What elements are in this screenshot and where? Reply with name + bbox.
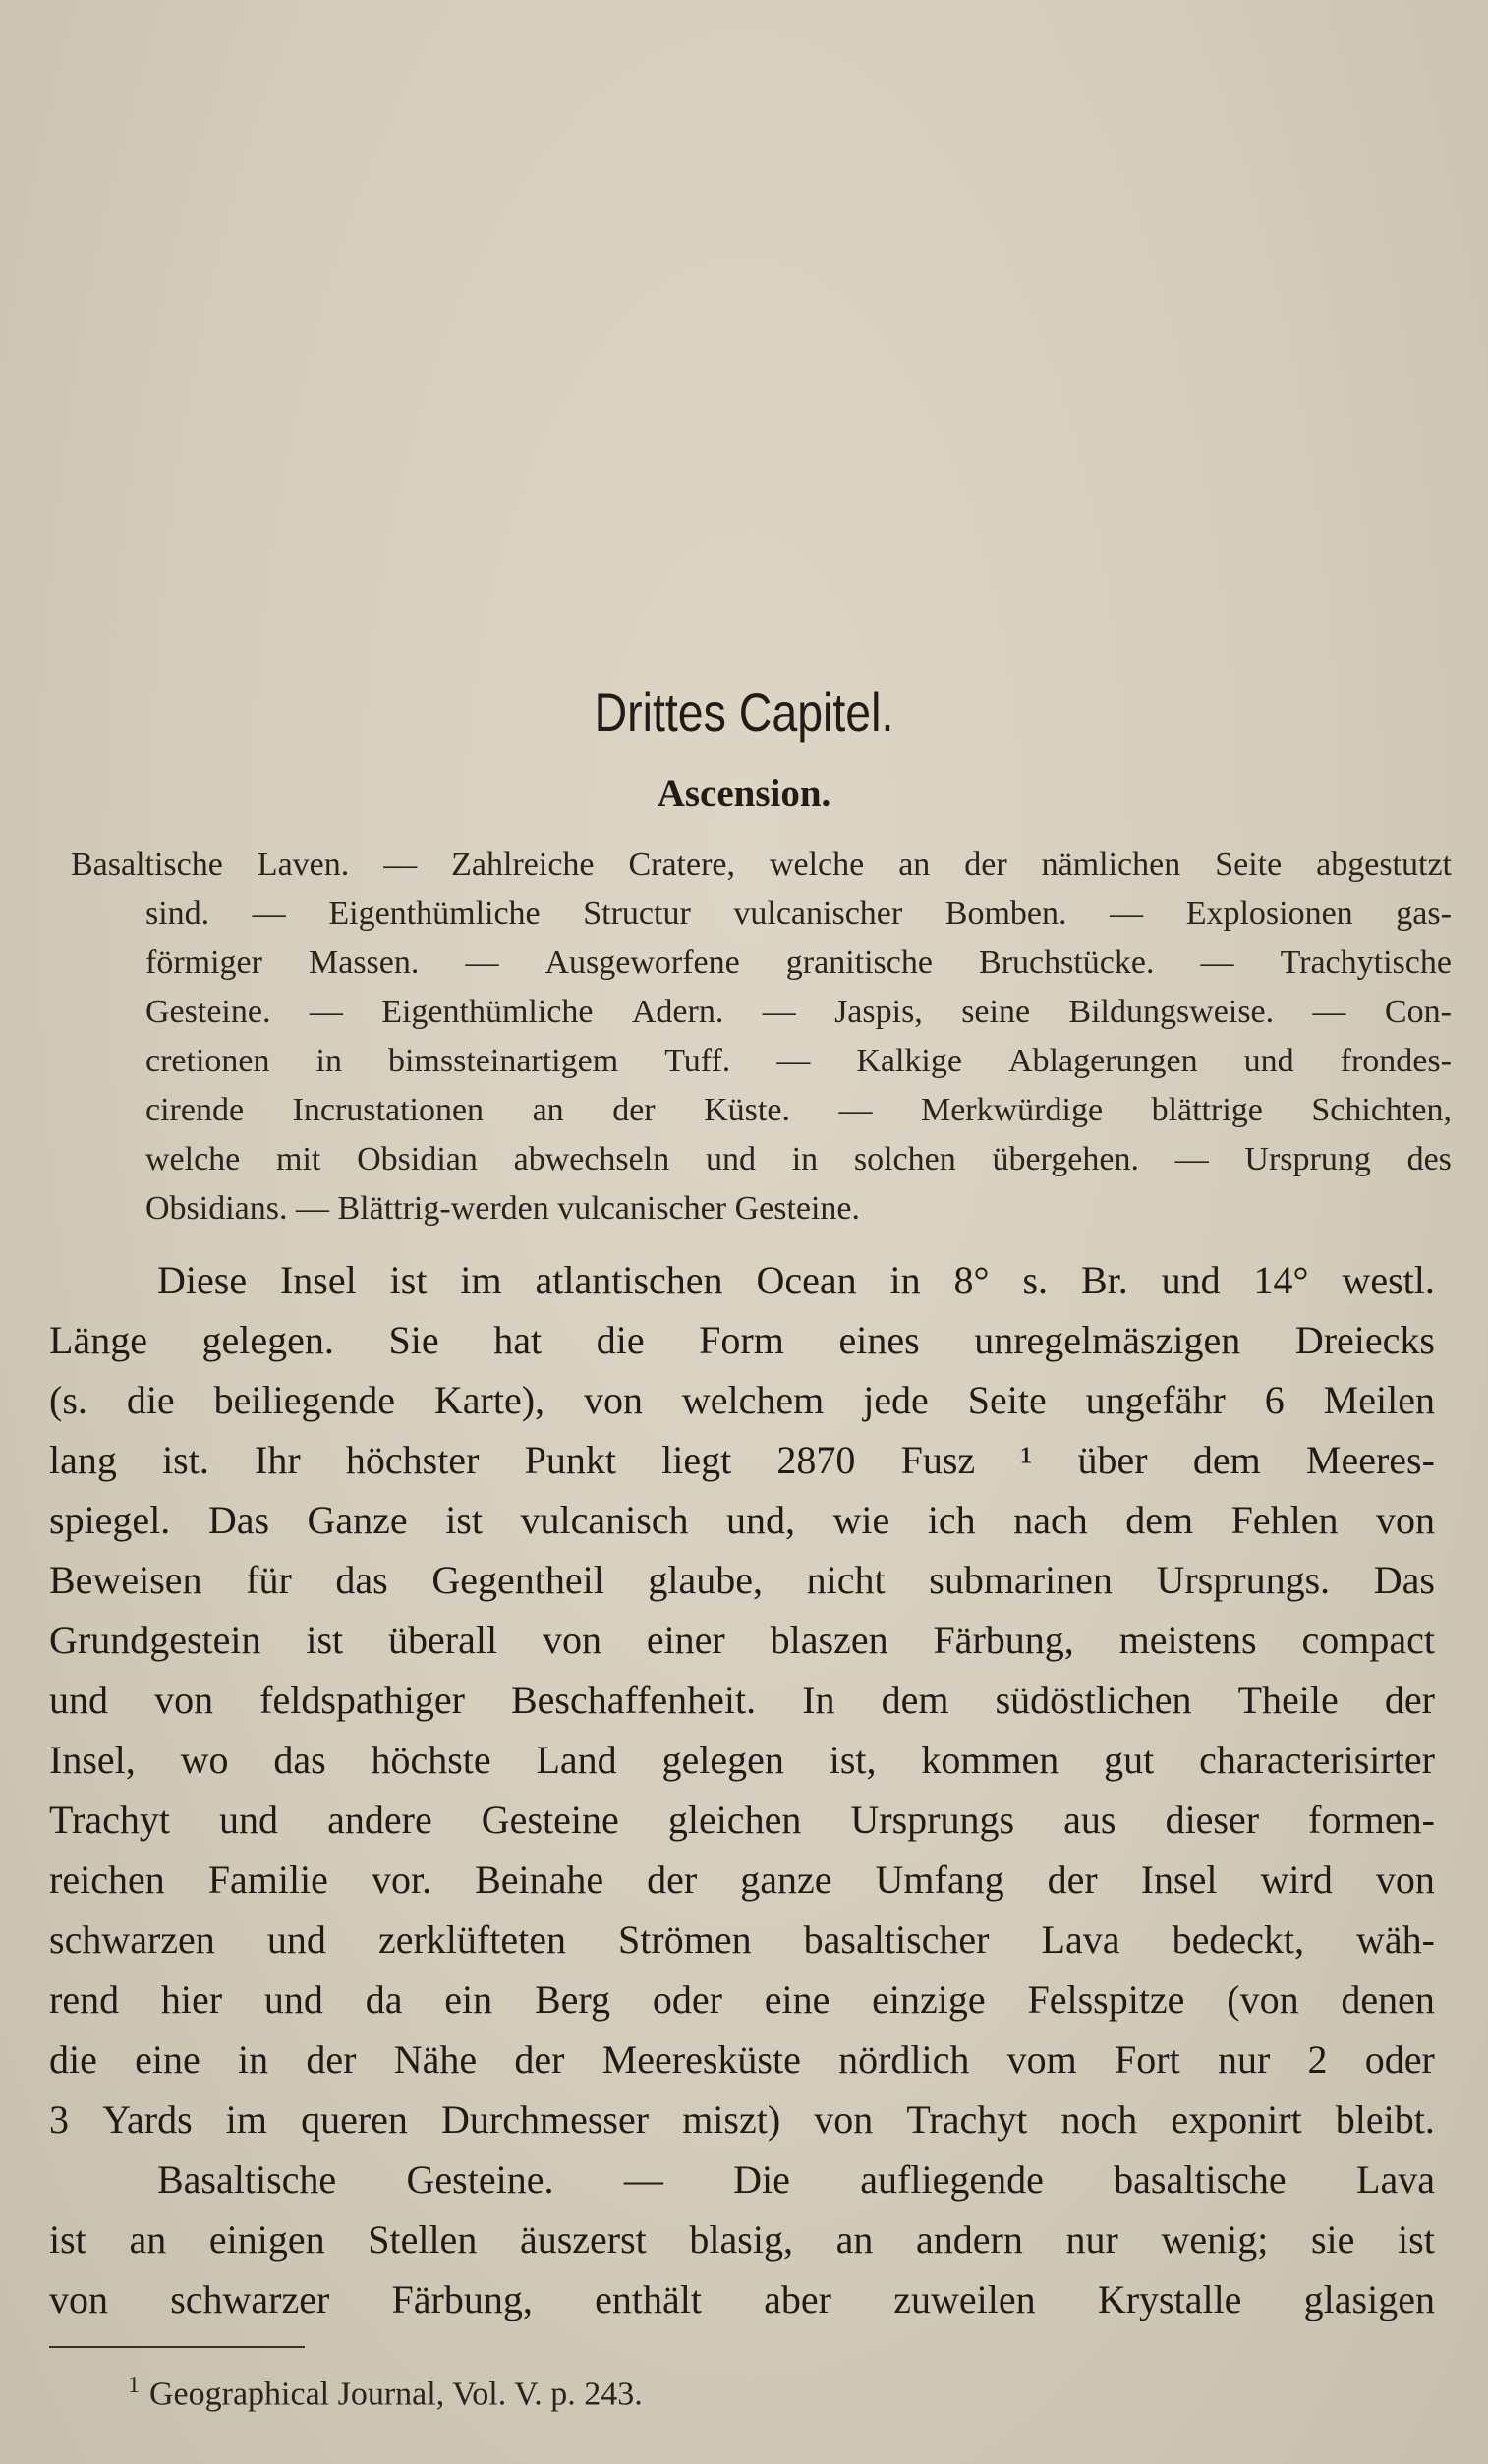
word: exponirt bbox=[1171, 2097, 1302, 2142]
word: oder bbox=[1364, 2037, 1435, 2082]
word: Diese bbox=[157, 1258, 248, 1302]
word: Fehlen bbox=[1230, 1498, 1339, 1542]
summary-line bbox=[71, 1086, 1452, 1135]
word: — bbox=[838, 1092, 873, 1128]
word: Eigenthümliche bbox=[381, 994, 594, 1030]
word: an bbox=[835, 2217, 874, 2262]
word: der bbox=[1384, 1678, 1435, 1722]
show-through-previous-page bbox=[59, 39, 1415, 629]
body-line bbox=[49, 2030, 1435, 2090]
body-line bbox=[49, 2209, 1435, 2269]
word: nur bbox=[1065, 2217, 1118, 2262]
word: glasigen bbox=[1303, 2277, 1435, 2321]
word: Explosionen bbox=[1185, 895, 1353, 932]
word: Basaltische bbox=[71, 846, 223, 883]
word: des bbox=[1406, 1141, 1452, 1177]
word: schwarzer bbox=[170, 2277, 330, 2321]
word: In bbox=[802, 1678, 835, 1722]
word: 8° bbox=[953, 1258, 990, 1302]
word: Karte), bbox=[433, 1378, 545, 1422]
word: einer bbox=[646, 1618, 725, 1662]
word: Schichten, bbox=[1311, 1092, 1452, 1128]
word: jede bbox=[863, 1378, 929, 1422]
word: Krystalle bbox=[1097, 2277, 1242, 2321]
word: wäh- bbox=[1356, 1918, 1435, 1962]
word: kommen bbox=[921, 1738, 1059, 1782]
word: abgestutzt bbox=[1316, 846, 1452, 883]
word: Umfang bbox=[875, 1858, 1004, 1902]
word: miszt) bbox=[682, 2097, 781, 2142]
word: rend bbox=[49, 1977, 120, 2022]
word: von bbox=[1375, 1498, 1435, 1542]
word: Färbung, bbox=[391, 2277, 533, 2321]
summary-line: Obsidians. — Blättrig-werden vulcanischer Gesteine. bbox=[145, 1190, 861, 1227]
word: noch bbox=[1060, 2097, 1138, 2142]
word: das bbox=[335, 1558, 388, 1602]
word: 2870 bbox=[776, 1438, 856, 1482]
body-line bbox=[49, 1970, 1435, 2030]
word: eine bbox=[135, 2037, 200, 2082]
word: meistens bbox=[1118, 1618, 1257, 1662]
word: — bbox=[1110, 895, 1144, 932]
word: Con- bbox=[1384, 994, 1452, 1030]
word: Felsspitze bbox=[1027, 1977, 1185, 2022]
word: einzige bbox=[872, 1977, 986, 2022]
word: aus bbox=[1063, 1798, 1116, 1842]
word: Küste. bbox=[704, 1092, 790, 1128]
word: Structur bbox=[583, 895, 691, 932]
word: Land bbox=[536, 1738, 617, 1782]
word: gut bbox=[1104, 1738, 1155, 1782]
word: abwechseln bbox=[513, 1141, 670, 1177]
word: ist bbox=[306, 1618, 344, 1662]
word: wird bbox=[1260, 1858, 1333, 1902]
word: gleichen bbox=[667, 1798, 802, 1842]
chapter-title: Drittes Capitel. bbox=[594, 681, 894, 743]
word: an bbox=[898, 846, 931, 883]
word: (von bbox=[1227, 1977, 1299, 2022]
word: Trachytische bbox=[1280, 945, 1452, 981]
word: basaltischer bbox=[803, 1918, 990, 1962]
word: denen bbox=[1341, 1977, 1435, 2022]
word: basaltische bbox=[1114, 2157, 1287, 2202]
word: sind. bbox=[145, 895, 210, 932]
body-text bbox=[49, 1250, 1435, 2329]
word: Laven. bbox=[257, 846, 350, 883]
word: glaube, bbox=[648, 1558, 764, 1602]
word: nicht bbox=[806, 1558, 886, 1602]
word: Beschaffenheit. bbox=[511, 1678, 757, 1722]
word: Ocean bbox=[756, 1258, 857, 1302]
word: Seite bbox=[1215, 846, 1283, 883]
word: über bbox=[1077, 1438, 1148, 1482]
word: westl. bbox=[1342, 1258, 1435, 1302]
word: beiliegende bbox=[213, 1378, 395, 1422]
footnote-mark: 1 bbox=[128, 2373, 140, 2398]
word: und, bbox=[726, 1498, 796, 1542]
word: ich bbox=[927, 1498, 976, 1542]
word: Meeres- bbox=[1305, 1438, 1435, 1482]
word: bleibt. bbox=[1335, 2097, 1435, 2142]
word: Kalkige bbox=[856, 1043, 962, 1079]
word: blaszen bbox=[770, 1618, 888, 1662]
word: Ursprung bbox=[1244, 1141, 1371, 1177]
word: nach bbox=[1013, 1498, 1088, 1542]
word: Fusz bbox=[900, 1438, 976, 1482]
word: dem bbox=[1125, 1498, 1194, 1542]
word: Ausgeworfene bbox=[544, 945, 740, 981]
body-line bbox=[49, 1370, 1435, 1430]
word: an bbox=[129, 2217, 167, 2262]
word: spiegel. bbox=[49, 1498, 171, 1542]
word: Form bbox=[699, 1318, 784, 1362]
body-line bbox=[49, 1430, 1435, 1490]
word: gas- bbox=[1396, 895, 1452, 932]
word: Stellen bbox=[368, 2217, 478, 2262]
word: Eigenthümliche bbox=[328, 895, 541, 932]
word: Cratere, bbox=[628, 846, 736, 883]
word: Punkt bbox=[524, 1438, 616, 1482]
word: welche bbox=[769, 846, 865, 883]
word: Färbung, bbox=[933, 1618, 1074, 1662]
body-line bbox=[49, 1850, 1435, 1910]
word: Beinahe bbox=[475, 1858, 604, 1902]
word: gelegen bbox=[661, 1738, 784, 1782]
body-line bbox=[49, 1790, 1435, 1850]
word: in bbox=[315, 1043, 342, 1079]
word: Tuff. bbox=[664, 1043, 731, 1079]
body-line bbox=[49, 1310, 1435, 1370]
word: Das bbox=[207, 1498, 270, 1542]
word: Merkwürdige bbox=[920, 1092, 1104, 1128]
word: Gesteine. bbox=[406, 2157, 554, 2202]
summary-line bbox=[71, 1135, 1452, 1184]
body-line bbox=[49, 2269, 1435, 2329]
word: lang bbox=[49, 1438, 117, 1482]
word: (s. bbox=[49, 1378, 87, 1422]
word: äuszerst bbox=[519, 2217, 647, 2262]
word: seine bbox=[961, 994, 1031, 1030]
word: vor. bbox=[371, 1858, 432, 1902]
word: granitische bbox=[785, 945, 933, 981]
word: formen- bbox=[1308, 1798, 1435, 1842]
word: Meeresküste bbox=[601, 2037, 801, 2082]
word: von bbox=[49, 2277, 108, 2321]
word: Bomben. bbox=[944, 895, 1067, 932]
word: bedeckt, bbox=[1172, 1918, 1304, 1962]
word: vulcanisch bbox=[520, 1498, 689, 1542]
word: übergehen. bbox=[992, 1141, 1139, 1177]
word: und bbox=[266, 1918, 326, 1962]
word: Die bbox=[733, 2157, 790, 2202]
word: frondes- bbox=[1340, 1043, 1452, 1079]
word: Lava bbox=[1041, 1918, 1120, 1962]
word: Jaspis, bbox=[834, 994, 923, 1030]
word: in bbox=[889, 1258, 921, 1302]
word: Trachyt bbox=[906, 2097, 1028, 2142]
word: überall bbox=[388, 1618, 498, 1662]
word: Adern. bbox=[631, 994, 724, 1030]
word: welchem bbox=[681, 1378, 825, 1422]
word: Insel bbox=[1140, 1858, 1218, 1902]
summary-line bbox=[71, 840, 1452, 889]
word: von bbox=[154, 1678, 214, 1722]
word: atlantischen bbox=[535, 1258, 723, 1302]
word: cirende bbox=[145, 1092, 245, 1128]
word: vom bbox=[1006, 2037, 1077, 2082]
word: — bbox=[1174, 1141, 1209, 1177]
word: ist bbox=[445, 1498, 483, 1542]
word: — bbox=[309, 994, 343, 1030]
word: ¹ bbox=[1020, 1438, 1033, 1482]
word: Obsidian bbox=[357, 1141, 478, 1177]
body-line bbox=[49, 1670, 1435, 1730]
word: einigen bbox=[208, 2217, 325, 2262]
word: hier bbox=[160, 1977, 223, 2022]
word: Dreiecks bbox=[1294, 1318, 1435, 1362]
word: ist, bbox=[829, 1738, 877, 1782]
word: und bbox=[219, 1798, 279, 1842]
summary-line bbox=[71, 1037, 1452, 1086]
word: in bbox=[238, 2037, 269, 2082]
word: aber bbox=[764, 2277, 831, 2321]
word: südöstlichen bbox=[995, 1678, 1192, 1722]
word: Meilen bbox=[1323, 1378, 1435, 1422]
word: eine bbox=[764, 1977, 830, 2022]
word: dem bbox=[1192, 1438, 1261, 1482]
word: Bruchstücke. bbox=[979, 945, 1155, 981]
word: eines bbox=[838, 1318, 920, 1362]
word: andere bbox=[327, 1798, 432, 1842]
word: Ganze bbox=[307, 1498, 408, 1542]
word: und bbox=[49, 1678, 108, 1722]
word: andern bbox=[916, 2217, 1023, 2262]
word: Fort bbox=[1115, 2037, 1180, 2082]
word: und bbox=[263, 1977, 323, 2022]
word: 2 bbox=[1307, 2037, 1328, 2082]
word: cretionen bbox=[145, 1043, 270, 1079]
word: ungefähr bbox=[1085, 1378, 1226, 1422]
body-line bbox=[49, 1730, 1435, 1790]
word: Länge bbox=[49, 1318, 147, 1362]
word: Ihr bbox=[255, 1438, 301, 1482]
chapter-subtitle: Ascension. bbox=[657, 773, 831, 815]
body-line bbox=[49, 1490, 1435, 1550]
word: zerklüfteten bbox=[377, 1918, 566, 1962]
body-line bbox=[49, 1610, 1435, 1670]
word: — bbox=[1200, 945, 1234, 981]
word: queren bbox=[301, 2097, 408, 2142]
word: förmiger bbox=[145, 945, 262, 981]
word: 6 bbox=[1264, 1378, 1285, 1422]
word: Familie bbox=[207, 1858, 328, 1902]
word: ist. bbox=[162, 1438, 209, 1482]
word: vulcanischer bbox=[733, 895, 903, 932]
word: in bbox=[791, 1141, 819, 1177]
word: — bbox=[762, 994, 796, 1030]
word: Lava bbox=[1356, 2157, 1435, 2202]
word: — bbox=[776, 1043, 811, 1079]
word: 3 bbox=[49, 2097, 69, 2142]
word: Incrustationen bbox=[292, 1092, 485, 1128]
word: Durchmesser bbox=[441, 2097, 650, 2142]
word: Insel bbox=[279, 1258, 357, 1302]
summary-line bbox=[71, 988, 1452, 1037]
word: Theile bbox=[1237, 1678, 1339, 1722]
word: s. bbox=[1022, 1258, 1049, 1302]
word: Gegentheil bbox=[431, 1558, 604, 1602]
footnote-divider bbox=[49, 2346, 305, 2348]
body-line bbox=[49, 2090, 1435, 2149]
word: höchste bbox=[371, 1738, 491, 1782]
word: Seite bbox=[967, 1378, 1047, 1422]
word: ein bbox=[444, 1977, 493, 2022]
word: Ursprungs. bbox=[1156, 1558, 1331, 1602]
word: feldspathiger bbox=[259, 1678, 465, 1722]
word: nur bbox=[1217, 2037, 1271, 2082]
word: dem bbox=[881, 1678, 949, 1722]
word: sie bbox=[1310, 2217, 1355, 2262]
word: Nähe bbox=[393, 2037, 478, 2082]
word: Massen. bbox=[309, 945, 420, 981]
word: und bbox=[705, 1141, 756, 1177]
word: der bbox=[647, 1858, 698, 1902]
word: bimssteinartigem bbox=[387, 1043, 619, 1079]
word: — bbox=[623, 2157, 663, 2202]
word: im bbox=[460, 1258, 502, 1302]
word: da bbox=[365, 1977, 403, 2022]
word: Gesteine bbox=[481, 1798, 619, 1842]
word: Yards bbox=[102, 2097, 193, 2142]
word: unregelmäszigen bbox=[974, 1318, 1241, 1362]
word: submarinen bbox=[929, 1558, 1113, 1602]
word: — bbox=[465, 945, 499, 981]
word: liegt bbox=[661, 1438, 732, 1482]
word: welche bbox=[145, 1141, 241, 1177]
word: Strömen bbox=[618, 1918, 752, 1962]
word: ganze bbox=[740, 1858, 832, 1902]
word: nördlich bbox=[838, 2037, 970, 2082]
body-line bbox=[49, 1550, 1435, 1610]
word: Basaltische bbox=[157, 2157, 337, 2202]
word: — bbox=[1312, 994, 1346, 1030]
word: 14° bbox=[1253, 1258, 1309, 1302]
word: von bbox=[814, 2097, 874, 2142]
word: zuweilen bbox=[893, 2277, 1036, 2321]
word: höchster bbox=[345, 1438, 480, 1482]
word: von bbox=[583, 1378, 643, 1422]
word: nämlichen bbox=[1041, 846, 1181, 883]
body-line bbox=[49, 1250, 1435, 1310]
word: Grundgestein bbox=[49, 1618, 261, 1662]
word: und bbox=[1161, 1258, 1221, 1302]
word: reichen bbox=[49, 1858, 165, 1902]
word: für bbox=[246, 1558, 292, 1602]
word: Ablagerungen bbox=[1007, 1043, 1198, 1079]
word: solchen bbox=[853, 1141, 956, 1177]
word: gelegen. bbox=[201, 1318, 334, 1362]
word: wie bbox=[832, 1498, 890, 1542]
word: oder bbox=[652, 1977, 722, 2022]
word: Ursprungs bbox=[850, 1798, 1015, 1842]
word: mit bbox=[276, 1141, 321, 1177]
footnote bbox=[128, 2361, 643, 2419]
chapter-summary bbox=[71, 840, 1452, 1233]
word: characterisirter bbox=[1199, 1738, 1435, 1782]
word: Berg bbox=[534, 1977, 610, 2022]
word: dieser bbox=[1165, 1798, 1260, 1842]
word: blasig, bbox=[689, 2217, 793, 2262]
word: der bbox=[306, 2037, 357, 2082]
word: — bbox=[252, 895, 286, 932]
word: von bbox=[542, 1618, 601, 1662]
word: Insel, bbox=[49, 1738, 136, 1782]
word: — bbox=[383, 846, 418, 883]
summary-line bbox=[71, 939, 1452, 988]
word: im bbox=[225, 2097, 267, 2142]
footnote-text: Geographical Journal, Vol. V. p. 243. bbox=[149, 2376, 643, 2413]
word: ist bbox=[1398, 2217, 1435, 2262]
word: wenig; bbox=[1161, 2217, 1269, 2262]
word: der bbox=[1047, 1858, 1098, 1902]
word: Bildungsweise. bbox=[1068, 994, 1275, 1030]
word: von bbox=[1375, 1858, 1435, 1902]
word: hat bbox=[493, 1318, 543, 1362]
word: der bbox=[964, 846, 1007, 883]
word: wo bbox=[180, 1738, 229, 1782]
word: aufliegende bbox=[860, 2157, 1044, 2202]
word: schwarzen bbox=[49, 1918, 215, 1962]
word: Das bbox=[1373, 1558, 1435, 1602]
word: enthält bbox=[595, 2277, 702, 2321]
word: Trachyt bbox=[49, 1798, 170, 1842]
word: Zahlreiche bbox=[451, 846, 595, 883]
word: blättrige bbox=[1151, 1092, 1263, 1128]
word: die bbox=[49, 2037, 97, 2082]
word: und bbox=[1243, 1043, 1294, 1079]
section-heading-line bbox=[49, 2149, 1435, 2209]
word: der bbox=[514, 2037, 565, 2082]
summary-line bbox=[71, 889, 1452, 939]
word: an bbox=[532, 1092, 564, 1128]
word: Beweisen bbox=[49, 1558, 202, 1602]
word: Gesteine. bbox=[145, 994, 271, 1030]
word: compact bbox=[1301, 1618, 1435, 1662]
word: Br. bbox=[1080, 1258, 1128, 1302]
word: die bbox=[596, 1318, 645, 1362]
word: ist bbox=[49, 2217, 86, 2262]
word: die bbox=[126, 1378, 175, 1422]
word: das bbox=[273, 1738, 326, 1782]
word: ist bbox=[389, 1258, 428, 1302]
word: der bbox=[612, 1092, 656, 1128]
word: Sie bbox=[388, 1318, 439, 1362]
body-line bbox=[49, 1910, 1435, 1970]
